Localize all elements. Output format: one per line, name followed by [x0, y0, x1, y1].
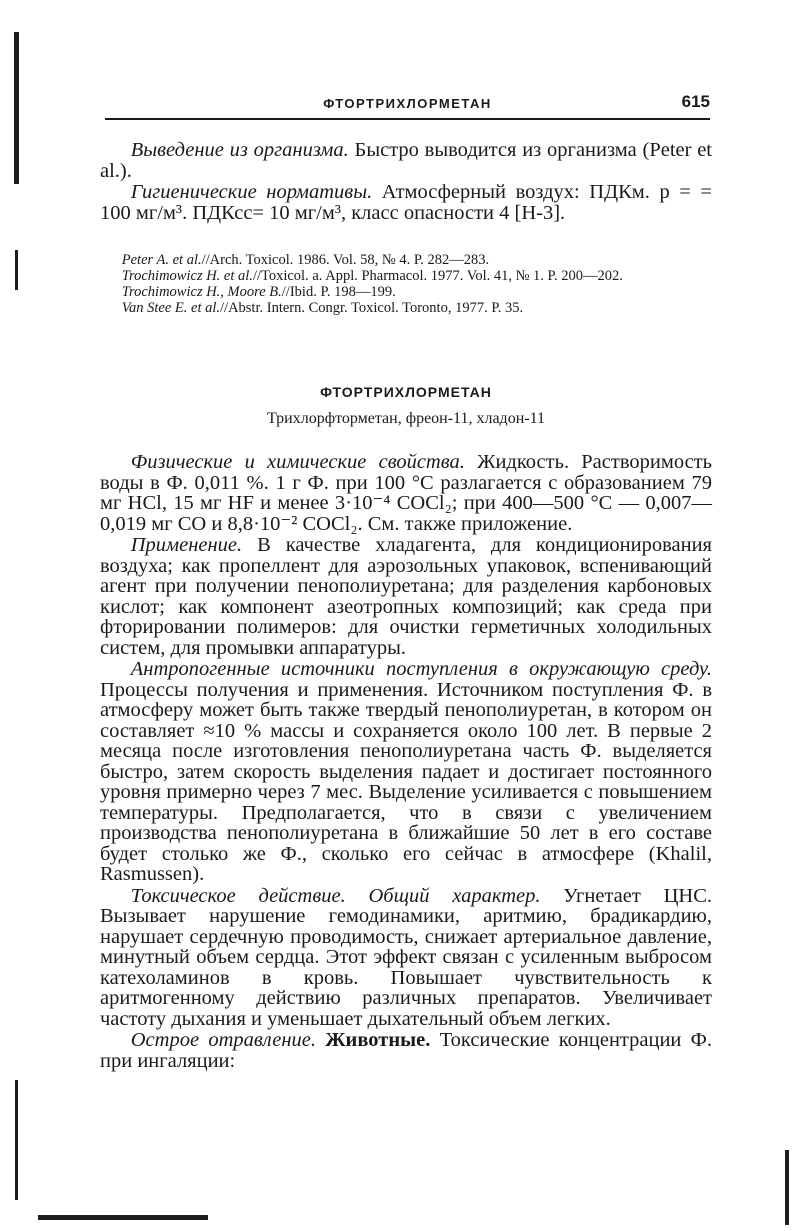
reference-author: Van Stee E. et al.: [121, 300, 221, 316]
application-paragraph: [100, 535, 712, 658]
application-heading: Применение.: [130, 534, 243, 556]
excretion-paragraph: [100, 140, 712, 181]
properties-text: Жидкость. Растворимость воды в Ф. 0,011 %. 1 г Ф. при 100 °C разлагается с образованием 79 мг HCl, 15 мг HF и менее 3·10⁻⁴ COCl₂; при 400—500 °C — 0,007—0,019 мг CO и 8,8·10⁻² COCl₂. См. также приложение.: [100, 451, 712, 535]
reference-author: Trochimowicz H. et al.: [121, 268, 253, 284]
previous-entry-tail: [100, 140, 712, 223]
acute-poisoning-text: Токсические концентрации Ф. при ингаляции:: [100, 1029, 712, 1072]
scan-edge-mark: [785, 1150, 789, 1225]
reference-item: [100, 300, 712, 316]
reference-item: [100, 268, 712, 284]
reference-source: //Ibid. P. 198—199.: [281, 284, 396, 300]
running-header: [105, 90, 710, 120]
section-subtitle: Трихлорфторметан, фреон-11, хладон-11: [267, 410, 545, 427]
sources-heading: Антропогенные источники поступления в окружающую среду.: [130, 658, 712, 680]
excretion-heading: Выведение из организма.: [130, 139, 349, 161]
properties-paragraph: [100, 452, 712, 534]
reference-author: Trochimowicz H., Moore B.: [121, 284, 282, 300]
reference-source: //Abstr. Intern. Congr. Toxicol. Toronto, 1977. P. 35.: [220, 300, 524, 316]
toxic-action-heading: Токсическое действие. Общий характер.: [130, 884, 541, 907]
entry-body: [100, 452, 712, 1071]
application-text: В качестве хладагента, для кондиционирования воздуха; как пропеллент для аэрозольных упаковок, вспенивающий агент при получении пенополиуретана; для разделения карбоновых кислот; как компонент азеотропных композиций; как среда при фторировании полимеров: для очистки герметичных холодильных систем, для промывки аппаратуры.: [100, 534, 712, 659]
reference-item: [100, 284, 712, 300]
reference-source: //Toxicol. a. Appl. Pharmacol. 1977. Vol. 41, № 1. P. 200—202.: [252, 268, 623, 284]
reference-source: //Arch. Toxicol. 1986. Vol. 58, № 4. P. 282—283.: [201, 252, 490, 268]
sources-text: Процессы получения и применения. Источником поступления Ф. в атмосферу может быть также твердый пенополиуретан, в котором он составляет ≈10 % массы и сохраняется около 100 лет. В первые 2 месяца после изготовления пенополиуретана часть Ф. выделяется быстро, затем скорость выделения падает и достигает постоянного уровня примерно через 7 мес. Выделение усиливается с повышением температуры. Предполагается, что в связи с увеличением производства пенополиуретана в ближайшие 50 лет в его составе будет столько же Ф., сколько его сейчас в атмосфере (Khalil, Rasmussen).: [100, 678, 712, 885]
reference-item: [100, 252, 712, 268]
excretion-text: Быстро выводится из организма (Peter et al.).: [100, 139, 713, 182]
section-title: ФТОРТРИХЛОРМЕТАН: [320, 384, 492, 400]
animals-subheading: Животные.: [315, 1029, 431, 1051]
toxic-action-paragraph: [100, 886, 712, 1030]
page-number: 615: [681, 92, 710, 111]
hygiene-paragraph: [100, 182, 712, 223]
scan-binding-mark: [14, 32, 19, 184]
toxic-action-text: Угнетает ЦНС. Вызывает нарушение гемодинамики, аритмию, брадикардию, нарушает сердечную проводимость, снижает артериальное давление, минутный объем сердца. Этот эффект связан с усиленным выбросом катехоламинов в кровь. Повышает чувствительность к аритмогенному действию различных препаратов. Увеличивает частоту дыхания и уменьшает дыхательный объем легких.: [100, 884, 712, 1030]
scan-bottom-rule: [38, 1215, 208, 1220]
scan-binding-mark: [15, 1080, 18, 1200]
sources-paragraph: [100, 659, 712, 885]
acute-poisoning-heading: Острое отравление.: [130, 1029, 316, 1051]
reference-author: Peter A. et al.: [121, 252, 202, 268]
properties-heading: Физические и химические свойства.: [130, 451, 465, 473]
acute-poisoning-paragraph: [100, 1030, 712, 1071]
running-title: ФТОРТРИХЛОРМЕТАН: [323, 96, 492, 111]
scan-binding-mark: [15, 250, 18, 290]
hygiene-heading: Гигиенические нормативы.: [130, 181, 373, 203]
header-rule: [105, 118, 710, 120]
hygiene-text: Атмосферный воздух: ПДКм. р = = 100 мг/м³. ПДКсс= 10 мг/м³, класс опасности 4 [Н-3].: [100, 181, 712, 224]
references-list: [100, 252, 712, 316]
